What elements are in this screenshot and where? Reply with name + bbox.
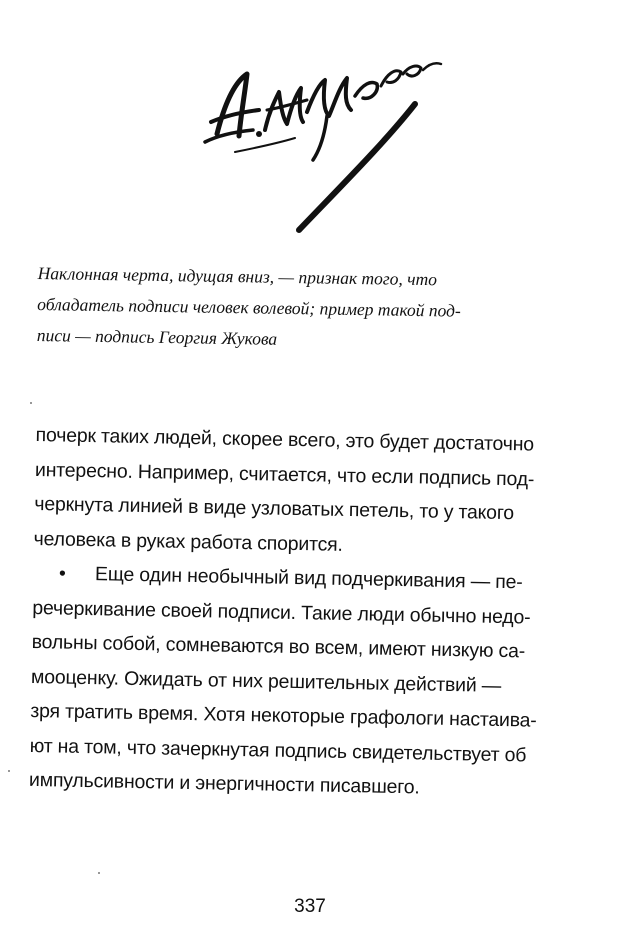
body-text [29, 418, 606, 808]
figure-caption [37, 258, 598, 360]
bullet-icon: • [58, 562, 66, 585]
body-line: интересно. Например, считается, что если подпись под- [34, 458, 535, 491]
body-line: вольны собой, сомневаются во всем, имеют низкую са- [31, 630, 526, 663]
body-line: человека в руках работа спорится. [33, 527, 343, 556]
body-line: Еще один необычный вид подчеркивания — пе- [94, 563, 523, 594]
body-line: речеркивание своей подписи. Такие люди обычно недо- [32, 596, 531, 629]
caption-line: писи — подпись Георгия Жукова [36, 324, 278, 349]
body-line: ют на том, что зачеркнутая подпись свидетельствует об [29, 734, 527, 766]
scan-speck [98, 872, 100, 874]
body-line: зря тратить время. Хотя некоторые графологи настаива- [30, 699, 537, 732]
caption-line: Наклонная черта, идущая вниз, — признак того, что [37, 262, 438, 290]
scan-speck [8, 770, 10, 772]
body-line: черкнута линией в виде узловатых петель, то у такого [34, 492, 515, 525]
body-line: мооценку. Ожидать от них решительных действий — [30, 665, 502, 697]
page-number: 337 [294, 896, 326, 917]
scan-speck [30, 402, 32, 404]
caption-line: обладатель подписи человек волевой; пример такой под- [37, 293, 461, 321]
body-line: почерк таких людей, скорее всего, это будет достаточно [35, 423, 535, 456]
body-line: импульсивности и энергичности писавшего. [28, 768, 420, 799]
signature-image [195, 52, 455, 237]
